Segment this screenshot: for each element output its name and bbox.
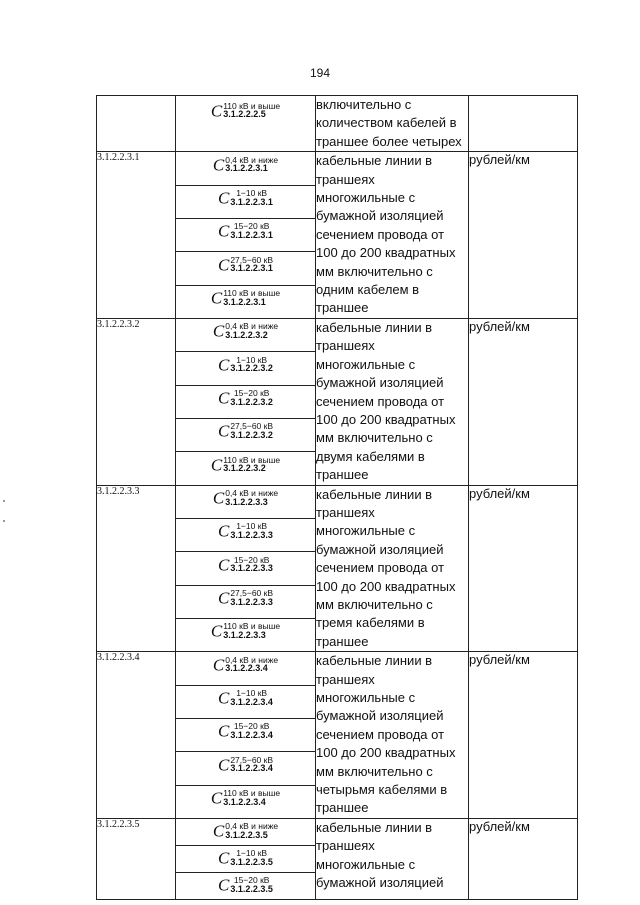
code-cell: 3.1.2.2.3.3 [97,485,176,652]
symbol-voltage: 27,5−60 кВ [230,421,274,432]
symbol-base: С [218,875,230,895]
rate-symbol [218,422,273,440]
symbol-voltage: 0,4 кВ и ниже [225,654,279,665]
description-line: траншее более четырех [316,133,462,149]
symbol-voltage: 1−10 кВ [236,521,268,532]
symbol-voltage: 15−20 кВ [233,221,270,232]
description-line: бумажной изоляцией [316,708,444,724]
rate-symbol [213,822,278,840]
rate-symbol [218,589,273,607]
description-line: многожильные с [316,523,416,539]
symbol-base: С [212,321,225,341]
symbol-cell [176,652,316,685]
symbol-base: С [212,821,225,841]
symbol-base: С [212,155,225,175]
rate-symbol [211,102,280,120]
rate-symbol [218,189,273,207]
symbol-base: С [210,621,223,641]
symbol-cell [176,552,316,585]
symbol-base: С [217,755,230,774]
rate-symbol [218,389,273,407]
symbol-cell [176,352,316,385]
symbol-base: С [218,521,230,541]
description-cell [316,652,469,819]
symbol-index: 3.1.2.2.3.4 [230,763,273,774]
symbol-voltage: 1−10 кВ [236,354,268,365]
scan-artifact [3,520,5,522]
symbol-base: С [218,221,230,241]
symbol-base: С [217,421,230,441]
symbol-voltage: 0,4 кВ и ниже [225,821,279,832]
rate-symbol [218,222,273,240]
description-line: траншеях [316,171,375,187]
symbol-voltage: 27,5−60 кВ [230,754,274,765]
symbol-base: С [218,355,230,375]
symbol-index: 3.1.2.2.3.5 [230,883,273,894]
symbol-index: 3.1.2.2.3.3 [230,529,273,540]
description-line: кабельные линии в [316,319,433,335]
rate-symbol [218,556,273,574]
tariff-table [96,95,578,900]
rate-symbol [211,456,280,474]
description-cell [316,818,469,899]
description-line: бумажной изоляцией [316,875,444,891]
symbol-index: 3.1.2.2.3.2 [230,429,273,440]
description-line: многожильные с [316,856,416,872]
rate-symbol [218,689,273,707]
description-line: многожильные с [316,356,416,372]
description-line: сечением провода от [316,226,445,242]
symbol-voltage: 27,5−60 кВ [230,254,274,265]
table-row [97,96,578,152]
description-line: мм включительно с [316,430,433,446]
description-line: 100 до 200 квадратных [316,578,456,594]
description-line: мм включительно с [316,763,433,779]
description-line: многожильные с [316,190,416,206]
symbol-voltage: 15−20 кВ [233,388,270,399]
symbol-base: С [218,188,230,208]
symbol-cell [176,818,316,845]
symbol-cell [176,152,316,185]
rate-symbol [218,876,273,894]
symbol-index: 3.1.2.2.3.4 [230,696,273,707]
symbol-cell [176,685,316,718]
table-row [97,152,578,185]
symbol-index: 3.1.2.2.3.5 [230,856,273,867]
rate-symbol [211,622,280,640]
symbol-voltage: 15−20 кВ [233,554,270,565]
symbol-cell [176,96,316,152]
rate-symbol [213,322,278,340]
symbol-voltage: 1−10 кВ [236,188,268,199]
rate-symbol [218,756,273,774]
code-cell [97,96,176,152]
symbol-index: 3.1.2.2.3.2 [225,329,268,340]
symbol-index: 3.1.2.2.3.1 [230,196,273,207]
symbol-index: 3.1.2.2.3.1 [223,296,266,307]
symbol-cell [176,185,316,218]
description-cell [316,152,469,319]
rate-symbol [218,849,273,867]
rate-symbol [211,789,280,807]
description-line: одним кабелем в [316,282,420,298]
symbol-base: С [210,100,223,120]
symbol-base: С [212,655,225,675]
symbol-base: С [210,455,223,475]
symbol-cell [176,585,316,618]
description-line: траншеях [316,838,375,854]
unit-cell: рублей/км [469,318,578,485]
code-cell: 3.1.2.2.3.4 [97,652,176,819]
symbol-index: 3.1.2.2.3.3 [223,629,266,640]
symbol-voltage: 1−10 кВ [236,848,268,859]
unit-cell: рублей/км [469,152,578,319]
symbol-index: 3.1.2.2.3.3 [230,563,273,574]
symbol-index: 3.1.2.2.3.1 [230,229,273,240]
unit-cell: рублей/км [469,818,578,899]
description-line: двумя кабелями в [316,448,425,464]
rate-symbol [213,156,278,174]
description-line: кабельные линии в [316,486,433,502]
symbol-cell [176,845,316,872]
description-line: количеством кабелей в [316,115,457,131]
symbol-voltage: 110 кВ и выше [223,788,281,799]
symbol-base: С [217,255,230,275]
rate-symbol [218,522,273,540]
description-cell [316,485,469,652]
symbol-cell [176,318,316,351]
symbol-base: С [217,588,230,608]
symbol-index: 3.1.2.2.3.2 [230,396,273,407]
table-row [97,652,578,685]
symbol-voltage: 110 кВ и выше [223,621,281,632]
description-line: траншеях [316,338,375,354]
symbol-index: 3.1.2.2.3.4 [230,729,273,740]
description-line: бумажной изоляцией [316,375,444,391]
symbol-index: 3.1.2.2.2.5 [223,109,266,120]
scan-artifact [3,500,5,502]
symbol-index: 3.1.2.2.3.3 [225,496,268,507]
description-line: кабельные линии в [316,653,433,669]
description-line: многожильные с [316,690,416,705]
description-line: мм включительно с [316,596,433,612]
symbol-index: 3.1.2.2.3.5 [225,829,268,840]
symbol-cell [176,285,316,318]
rate-symbol [218,722,273,740]
rate-symbol [211,289,280,307]
symbol-cell [176,252,316,285]
description-line: траншеях [316,504,375,520]
description-line: траншее [316,633,369,649]
symbol-base: С [218,555,230,575]
symbol-index: 3.1.2.2.3.1 [225,163,268,174]
symbol-base: С [218,688,230,708]
rate-symbol [213,656,278,674]
symbol-base: С [218,848,230,868]
description-line: тремя кабелями в [316,615,425,631]
description-line: сечением провода от [316,560,445,576]
symbol-base: С [210,788,223,808]
table-row [97,485,578,518]
rate-symbol [218,356,273,374]
symbol-voltage: 110 кВ и выше [223,454,281,465]
description-line: кабельные линии в [316,819,433,835]
symbol-voltage: 1−10 кВ [236,688,268,699]
symbol-cell [176,785,316,818]
symbol-cell [176,618,316,651]
description-line: четырьмя кабелями в [316,782,448,798]
description-line: траншее [316,467,369,483]
description-line: 100 до 200 квадратных [316,745,456,761]
rate-symbol [213,489,278,507]
symbol-cell [176,485,316,518]
description-cell [316,96,469,152]
symbol-voltage: 110 кВ и выше [223,288,281,299]
description-line: бумажной изоляцией [316,541,444,557]
description-line: бумажной изоляцией [316,208,444,224]
table-row [97,318,578,351]
symbol-cell [176,218,316,251]
symbol-voltage: 0,4 кВ и ниже [225,321,279,332]
symbol-voltage: 0,4 кВ и ниже [225,488,279,499]
description-line: кабельные линии в [316,153,433,169]
description-line: траншее [316,800,369,816]
symbol-voltage: 0,4 кВ и ниже [225,154,279,165]
symbol-cell [176,418,316,451]
rate-symbol [218,256,273,274]
description-line: 100 до 200 квадратных [316,245,456,261]
symbol-index: 3.1.2.2.3.4 [223,796,266,807]
description-line: сечением провода от [316,726,445,742]
symbol-base: С [218,721,230,741]
description-line: сечением провода от [316,393,445,409]
symbol-index: 3.1.2.2.3.2 [230,363,273,374]
description-line: 100 до 200 квадратных [316,411,456,427]
symbol-cell [176,718,316,751]
symbol-voltage: 27,5−60 кВ [230,588,274,599]
symbol-voltage: 15−20 кВ [233,875,270,886]
symbol-base: С [218,388,230,408]
code-cell: 3.1.2.2.3.5 [97,818,176,899]
symbol-cell [176,518,316,551]
description-line: включительно с [316,97,412,112]
symbol-voltage: 15−20 кВ [233,721,270,732]
symbol-cell [176,752,316,785]
description-cell [316,318,469,485]
description-line: траншее [316,300,369,316]
symbol-base: С [210,288,223,308]
page-number: 194 [309,66,331,80]
symbol-cell [176,452,316,485]
symbol-index: 3.1.2.2.3.1 [230,263,273,274]
code-cell: 3.1.2.2.3.2 [97,318,176,485]
description-line: мм включительно с [316,263,433,279]
symbol-index: 3.1.2.2.3.4 [225,663,268,674]
code-cell: 3.1.2.2.3.1 [97,152,176,319]
symbol-index: 3.1.2.2.3.3 [230,596,273,607]
symbol-base: С [212,488,225,508]
description-line: траншеях [316,671,375,687]
symbol-cell [176,385,316,418]
unit-cell [469,96,578,152]
symbol-cell [176,872,316,899]
symbol-voltage: 110 кВ и выше [223,100,281,111]
table-row [97,818,578,845]
unit-cell: рублей/км [469,652,578,819]
unit-cell: рублей/км [469,485,578,652]
symbol-index: 3.1.2.2.3.2 [223,463,266,474]
